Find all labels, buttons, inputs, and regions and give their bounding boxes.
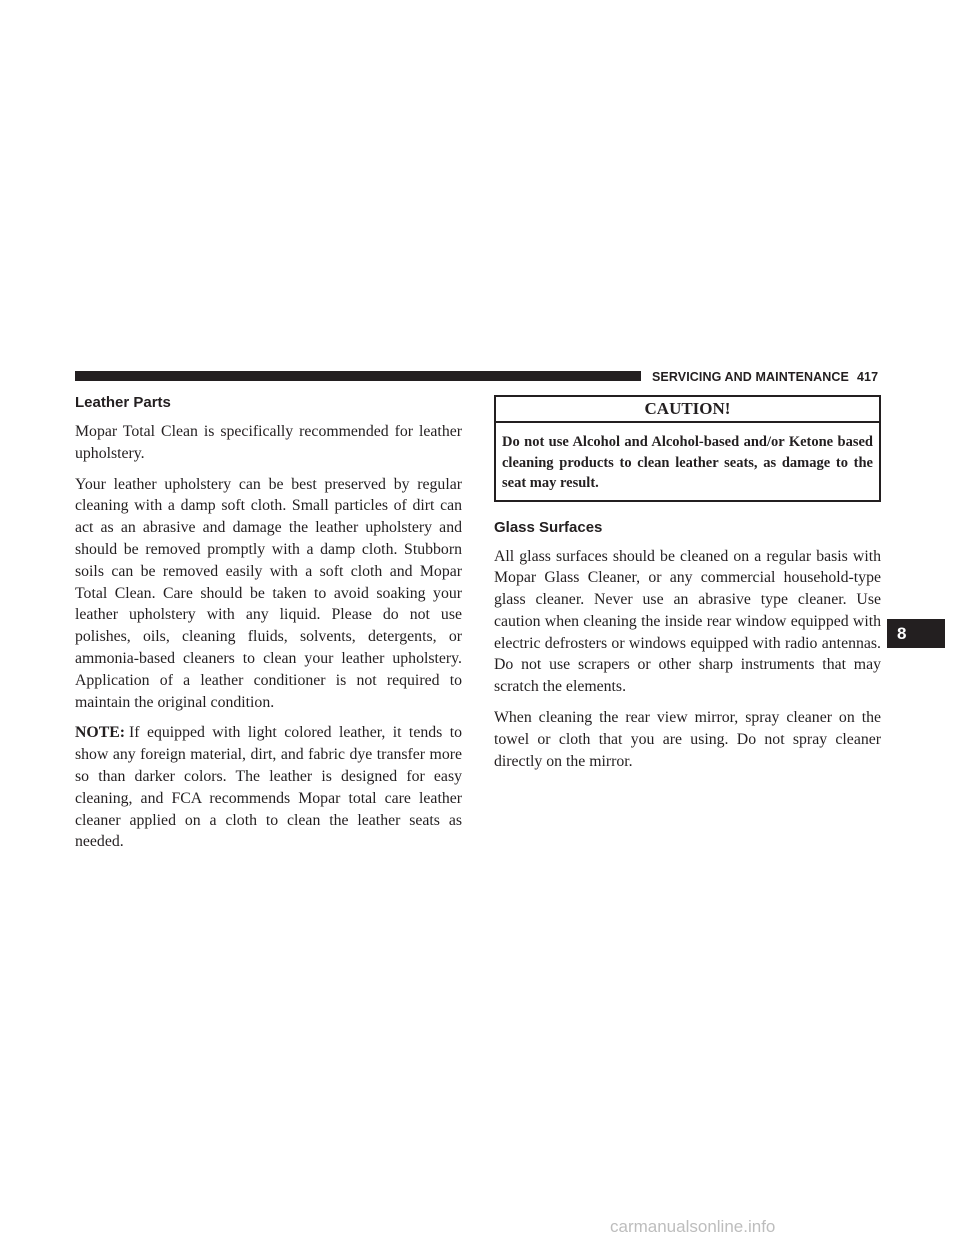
- chapter-tab: 8: [887, 619, 945, 648]
- page-number: 417: [856, 370, 879, 384]
- section-title: SERVICING AND MAINTENANCE: [652, 370, 849, 384]
- header-rule: [75, 371, 641, 381]
- note-label: NOTE:: [75, 724, 126, 742]
- leather-care-paragraph: Your leather upholstery can be best preserved by regular cleaning with a damp soft cloth. Small particles of dirt can act as an abrasive and damage the leather upholstery and should be removed promptly with a damp cloth. Stubborn soils can be removed easily with a soft cloth and Mopar Total Clean. Care should be taken to avoid soaking your leather upholstery with any liquid. Please do not use polishes, oils, cleaning fluids, solvents, detergents, or ammonia-based cleaners to clean your leather upholstery. Application of a leather conditioner is not required to maintain the original condition.: [75, 475, 462, 711]
- mirror-cleaning-paragraph: When cleaning the rear view mirror, spray cleaner on the towel or cloth that you are using. Do not spray cleaner directly on the mirror.: [494, 709, 881, 770]
- right-column: [494, 391, 881, 781]
- caution-box: [494, 395, 881, 502]
- glass-surfaces-heading: Glass Surfaces: [494, 518, 603, 536]
- watermark: carmanualsonline.info: [610, 1217, 776, 1236]
- running-header: [652, 369, 880, 385]
- leather-parts-heading: Leather Parts: [75, 394, 171, 411]
- glass-cleaning-paragraph: All glass surfaces should be cleaned on a regular basis with Mopar Glass Cleaner, or any commercial household-type glass cleaner. Never use an abrasive type cleaner. Use caution when cleaning the inside rear window equipped with electric defrosters or windows equipped with radio antennas. Do not use scrapers or other sharp instruments that may scratch the elements.: [494, 547, 881, 696]
- left-column: [75, 391, 462, 862]
- note-text: If equipped with light colored leather, it tends to show any foreign material, dirt, and fabric dye transfer more so than darker colors. The leather is designed for easy cleaning, and FCA recommends Mopar total care leather cleaner applied on a cloth to clean the leather seats as needed.: [75, 724, 462, 851]
- leather-note-paragraph: [75, 722, 462, 853]
- leather-intro-paragraph: Mopar Total Clean is specifically recommended for leather upholstery.: [75, 423, 462, 462]
- caution-title: CAUTION!: [496, 397, 879, 423]
- caution-text: Do not use Alcohol and Alcohol-based and/or Ketone based cleaning products to clean leather seats, as damage to the seat may result.: [502, 434, 873, 491]
